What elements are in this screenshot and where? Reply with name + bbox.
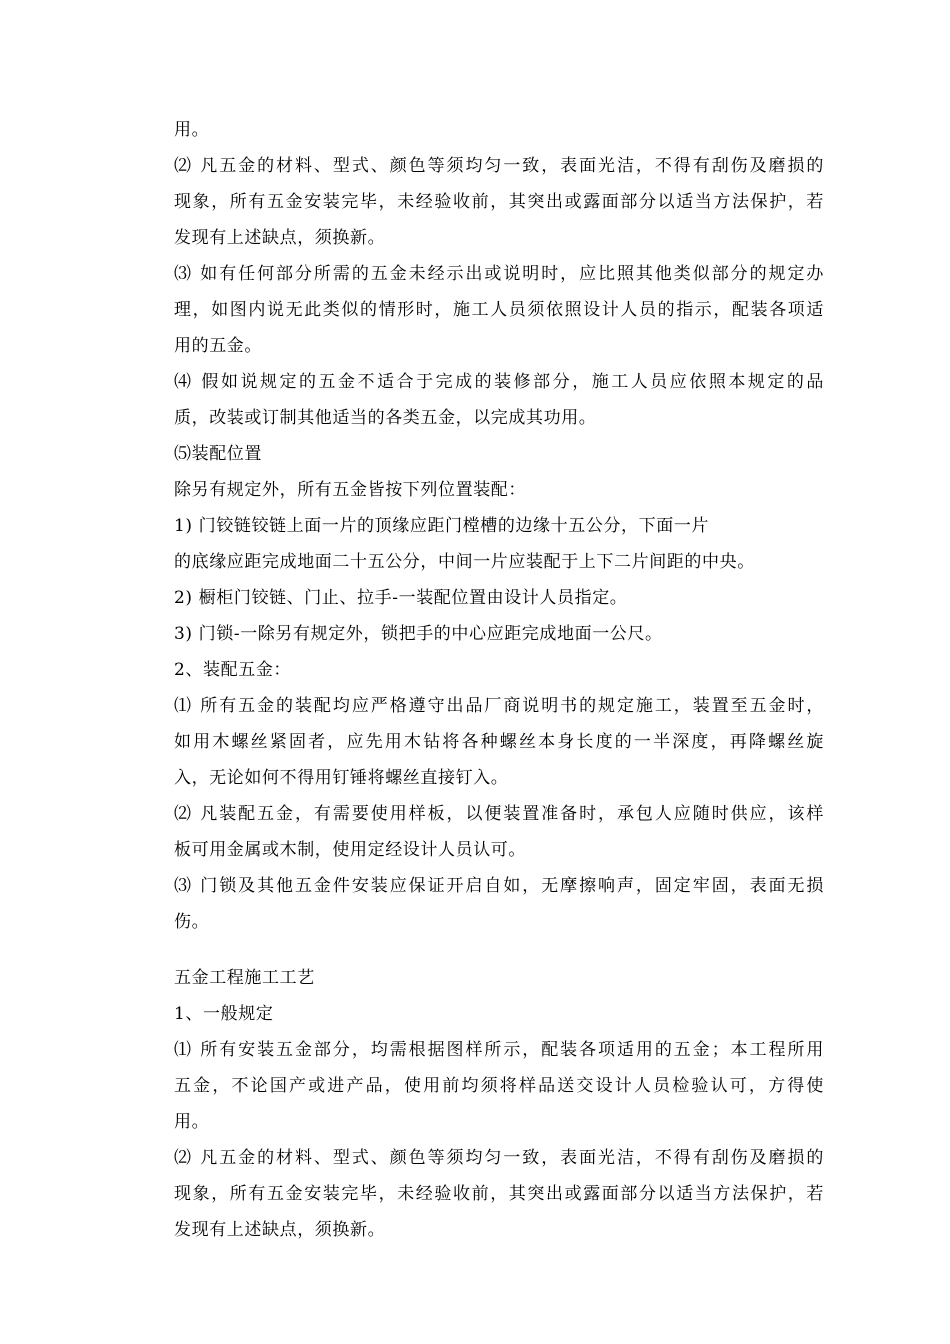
text-line: 除另有规定外，所有五金皆按下列位置装配： xyxy=(174,480,526,500)
text-line: 如用木螺丝紧固者，应先用木钻将各种螺丝本身长度的一半深度，再降螺丝旋 xyxy=(174,732,824,752)
text-line: ⑵ 凡装配五金，有需要使用样板，以便装置准备时，承包人应随时供应，该样 xyxy=(174,804,824,824)
text-line: 1) 门铰链铰链上面一片的顶缘应距门樘槽的边缘十五公分，下面一片 xyxy=(174,516,710,536)
text-line: 现象，所有五金安装完毕，未经验收前，其突出或露面部分以适当方法保护，若 xyxy=(174,1184,824,1204)
text-line: ⑵ 凡五金的材料、型式、颜色等须均匀一致，表面光洁，不得有刮伤及磨损的 xyxy=(174,156,824,176)
text-line: 的底缘应距完成地面二十五公分，中间一片应装配于上下二片间距的中央。 xyxy=(174,552,755,572)
text-line: 3) 门锁-一除另有规定外，锁把手的中心应距完成地面一公尺。 xyxy=(174,624,663,644)
text-line: ⑵ 凡五金的材料、型式、颜色等须均匀一致，表面光洁，不得有刮伤及磨损的 xyxy=(174,1148,824,1168)
text-line: ⑶ 门锁及其他五金件安装应保证开启自如，无摩擦响声，固定牢固，表面无损 xyxy=(174,876,824,896)
text-line: 五金，不论国产或进产品，使用前均须将样品送交设计人员检验认可，方得使 xyxy=(174,1076,824,1096)
text-line: ⑸装配位置 xyxy=(174,444,262,464)
text-line: 2) 橱柜门铰链、门止、拉手-一装配位置由设计人员指定。 xyxy=(174,588,628,608)
text-line: 理，如图内说无此类似的情形时，施工人员须依照设计人员的指示，配装各项适 xyxy=(174,300,824,320)
text-line: ⑴ 所有五金的装配均应严格遵守出品厂商说明书的规定施工，装置至五金时， xyxy=(174,696,824,716)
text-line: 用。 xyxy=(174,120,210,140)
text-line: 伤。 xyxy=(174,912,210,932)
text-line: 用。 xyxy=(174,1112,210,1132)
text-line: 入，无论如何不得用钉锤将螺丝直接钉入。 xyxy=(174,768,509,788)
text-line: 发现有上述缺点，须换新。 xyxy=(174,228,386,248)
text-line: 用的五金。 xyxy=(174,336,262,356)
text-line: 发现有上述缺点，须换新。 xyxy=(174,1220,386,1240)
text-line: ⑷ 假如说规定的五金不适合于完成的装修部分，施工人员应依照本规定的品 xyxy=(174,372,824,392)
text-line: ⑴ 所有安装五金部分，均需根据图样所示，配装各项适用的五金；本工程所用 xyxy=(174,1040,824,1060)
text-line: 2、装配五金： xyxy=(174,660,292,680)
text-line: 板可用金属或木制，使用定经设计人员认可。 xyxy=(174,840,526,860)
text-line: ⑶ 如有任何部分所需的五金未经示出或说明时，应比照其他类似部分的规定办 xyxy=(174,264,824,284)
text-line: 质，改装或订制其他适当的各类五金，以完成其功用。 xyxy=(174,408,597,428)
text-line: 现象，所有五金安装完毕，未经验收前，其突出或露面部分以适当方法保护，若 xyxy=(174,192,824,212)
section-heading: 五金工程施工工艺 xyxy=(174,968,315,988)
subsection-heading: 1、一般规定 xyxy=(174,1004,274,1024)
